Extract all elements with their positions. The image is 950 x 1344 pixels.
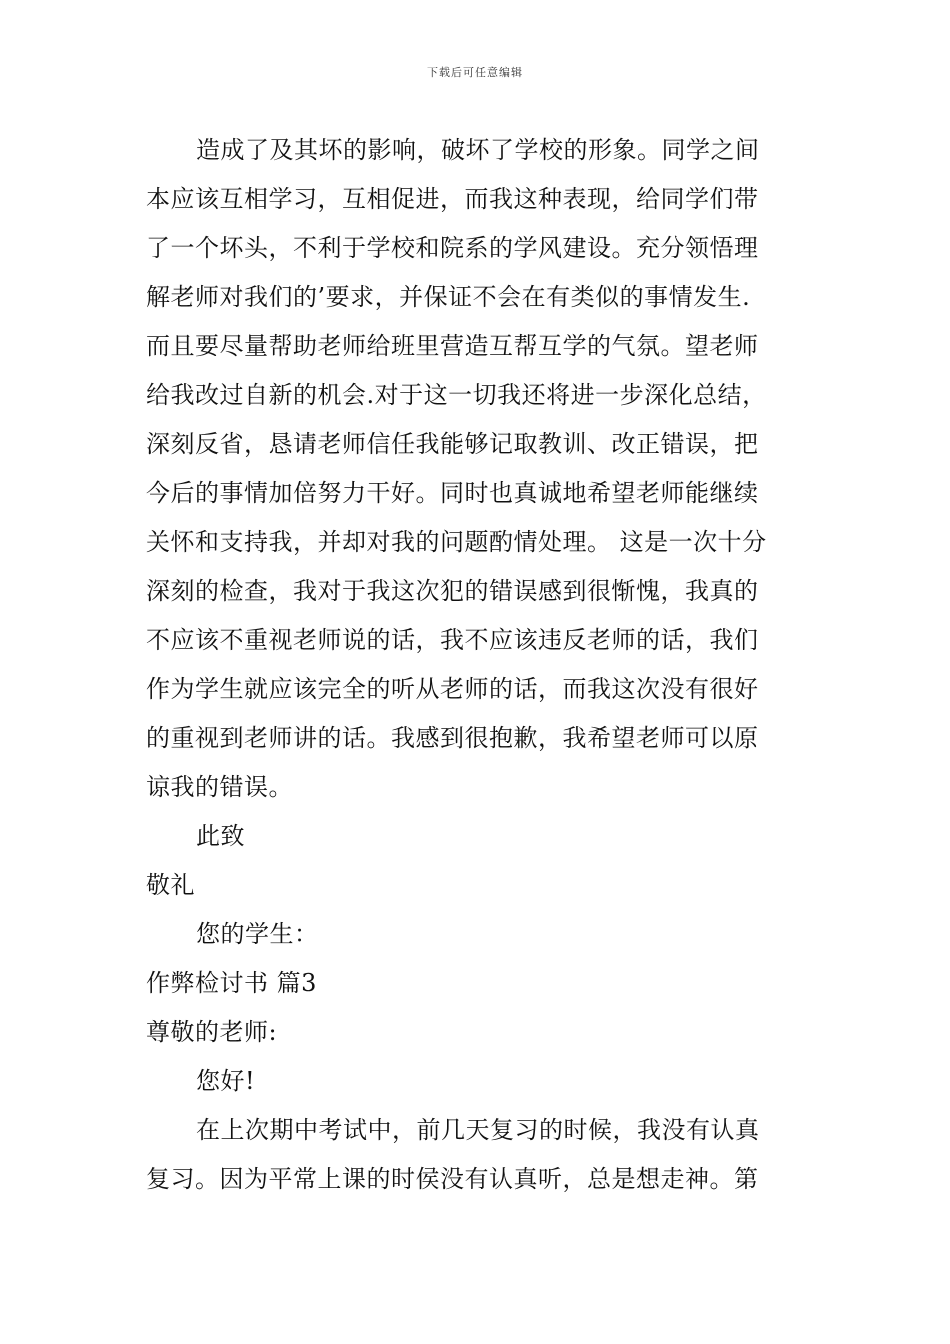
paragraph-line: 关怀和支持我，并却对我的问题酌情处理。 这是一次十分 xyxy=(146,528,767,556)
paragraph-line: 复习。因为平常上课的时侯没有认真听，总是想走神。第 xyxy=(146,1165,759,1193)
paragraph-line: 作为学生就应该完全的听从老师的话，而我这次没有很好 xyxy=(146,675,759,703)
paragraph-line: 深刻反省，恳请老师信任我能够记取教训、改正错误，把 xyxy=(146,430,759,458)
paragraph-line: 了一个坏头，不利于学校和院系的学风建设。充分领悟理 xyxy=(146,234,759,262)
section-title: 作弊检讨书 篇3 xyxy=(146,969,317,997)
paragraph-line: 谅我的错误。 xyxy=(146,773,293,801)
document-body xyxy=(146,126,806,1204)
paragraph-line: 在上次期中考试中，前几天复习的时候，我没有认真 xyxy=(196,1116,760,1144)
paragraph-line: 不应该不重视老师说的话，我不应该违反老师的话，我们 xyxy=(146,626,759,654)
signature-line: 您的学生： xyxy=(196,920,319,948)
greeting-line: 您好! xyxy=(196,1067,256,1095)
paragraph-line: 造成了及其坏的影响，破坏了学校的形象。同学之间 xyxy=(196,136,760,164)
paragraph-line: 而且要尽量帮助老师给班里营造互帮互学的气氛。望老师 xyxy=(146,332,759,360)
page-header: 下载后可任意编辑 xyxy=(427,66,523,79)
paragraph-line: 的重视到老师讲的话。我感到很抱歉，我希望老师可以原 xyxy=(146,724,759,752)
paragraph-line: 深刻的检查，我对于我这次犯的错误感到很惭愧，我真的 xyxy=(146,577,759,605)
paragraph-line: 给我改过自新的机会.对于这一切我还将进一步深化总结， xyxy=(146,381,767,409)
paragraph-line: 本应该互相学习，互相促进，而我这种表现，给同学们带 xyxy=(146,185,759,213)
greeting-recipient: 尊敬的老师: xyxy=(146,1018,278,1046)
closing-salutation: 此致 xyxy=(196,822,245,850)
closing-regards: 敬礼 xyxy=(146,871,195,899)
paragraph-line: 今后的事情加倍努力干好。同时也真诚地希望老师能继续 xyxy=(146,479,759,507)
paragraph-line: 解老师对我们的’要求，并保证不会在有类似的事情发生. xyxy=(146,283,751,311)
